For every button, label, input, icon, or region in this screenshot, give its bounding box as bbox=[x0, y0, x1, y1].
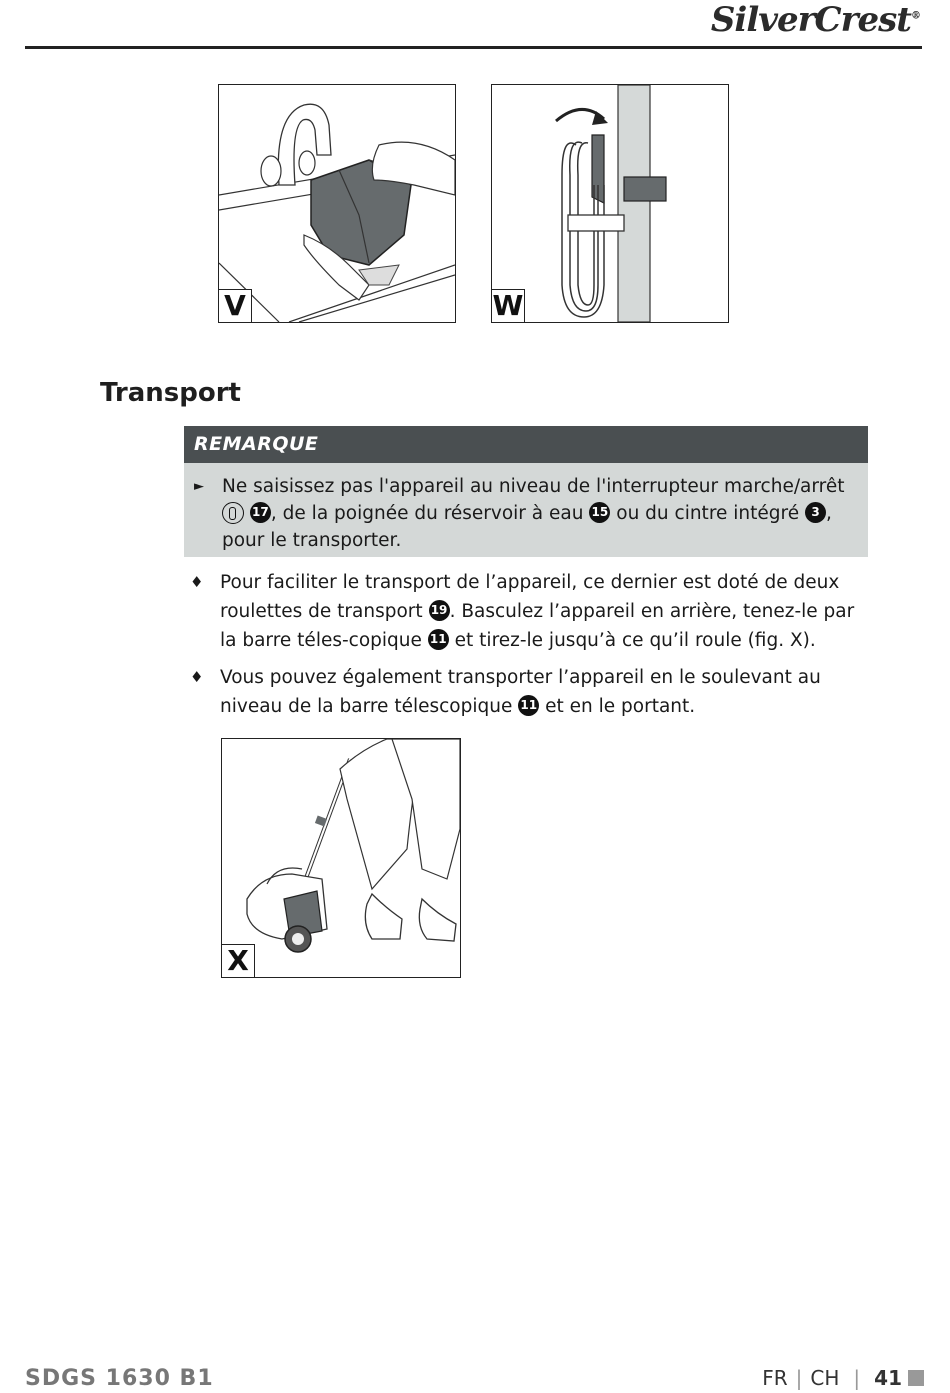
page-number: 41 bbox=[874, 1366, 902, 1390]
figure-w-illustration bbox=[492, 85, 728, 322]
footer-page-info: FR | CH | 41 bbox=[762, 1366, 924, 1390]
figure-v bbox=[218, 84, 456, 323]
section-title: Transport bbox=[100, 378, 241, 408]
figure-x-illustration bbox=[222, 739, 460, 977]
figure-x bbox=[221, 738, 461, 978]
figure-label-x: X bbox=[222, 944, 255, 977]
ref-number: 15 bbox=[589, 502, 610, 523]
ref-number: 11 bbox=[518, 695, 539, 716]
ref-number: 11 bbox=[428, 629, 449, 650]
ref-number: 3 bbox=[805, 502, 826, 523]
header-rule bbox=[25, 46, 922, 49]
note-heading: REMARQUE bbox=[184, 426, 868, 463]
note-body: ► Ne saisissez pas l'appareil au niveau de l'interrupteur marche/arrêt 17 , de la poignée du réservoir à eau 15 ou du cintre intégré 3 , pour le transporter. bbox=[184, 463, 868, 554]
page-marker-icon bbox=[908, 1370, 924, 1386]
list-item: ♦ Pour faciliter le transport de l’appareil, ce dernier est doté de deux roulettes de transport 19 . Basculez l’appareil en arrière, tenez-le par la barre téles-copique 11 et tirez-le jusqu’à ce qu’il roule (fig. X). bbox=[190, 568, 870, 655]
bullet-list bbox=[190, 568, 870, 729]
power-switch-icon bbox=[222, 502, 244, 524]
figure-label-v: V bbox=[219, 289, 252, 322]
ref-number: 17 bbox=[250, 502, 271, 523]
figure-v-illustration bbox=[219, 85, 455, 322]
figure-label-w: W bbox=[492, 289, 524, 322]
note-box bbox=[184, 426, 868, 557]
ref-number: 19 bbox=[429, 600, 450, 621]
brand-logo: SilverCrest® bbox=[710, 0, 920, 40]
diamond-bullet-icon: ♦ bbox=[190, 668, 204, 686]
figure-w bbox=[491, 84, 729, 323]
diamond-bullet-icon: ♦ bbox=[190, 573, 204, 591]
list-item: ♦ Vous pouvez également transporter l’appareil en le soulevant au niveau de la barre télescopique 11 et en le portant. bbox=[190, 663, 870, 721]
note-arrow-icon: ► bbox=[194, 479, 204, 494]
footer-model: SDGS 1630 B1 bbox=[25, 1366, 214, 1391]
